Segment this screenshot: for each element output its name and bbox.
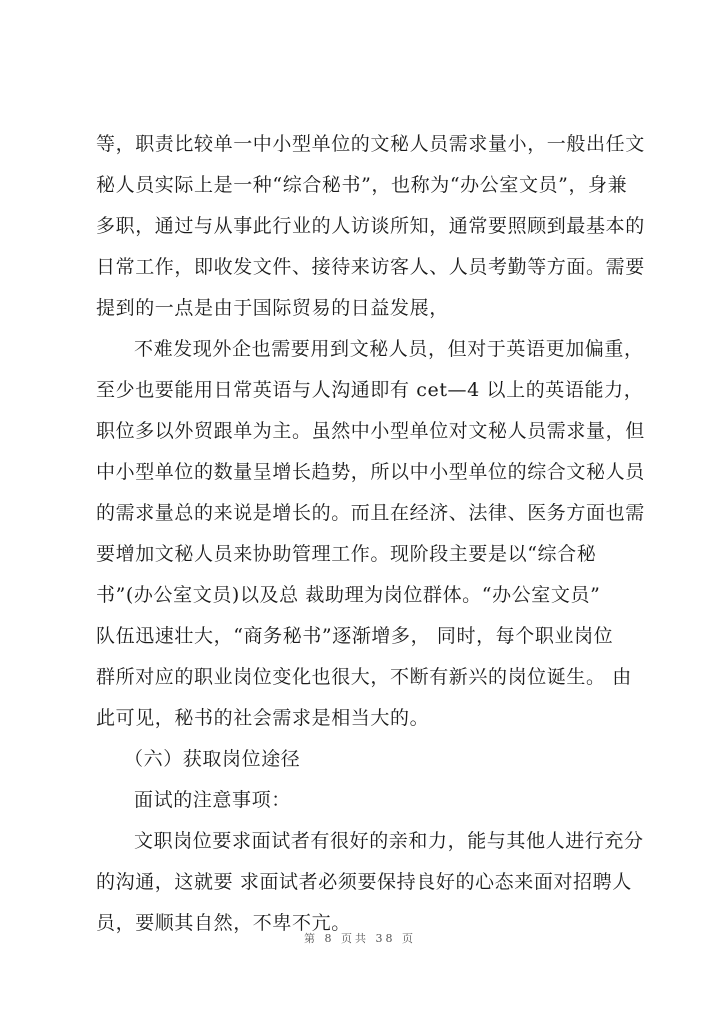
text-line: 要增加文秘人员来协助管理工作。现阶段主要是以“综合秘: [96, 543, 597, 565]
text-line: 中小型单位的数量呈增长趋势，所以中小型单位的综合文秘人员: [96, 461, 645, 483]
text-line: 日常工作，即收发文件、接待来访客人、人员考勤等方面。需要: [96, 256, 645, 278]
text-line: 秘人员实际上是一种“综合秘书”，也称为“办公室文员”，身兼: [96, 174, 628, 196]
text-line: 至少也要能用日常英语与人沟通即有 cet—4 以上的英语能力，: [96, 379, 644, 401]
text-line: 员，要顺其自然，不卑不亢。: [96, 912, 351, 934]
text-line: 群所对应的职业岗位变化也很大，不断有新兴的岗位诞生。 由: [96, 666, 632, 688]
page-number-footer: 第 8 页共 38 页: [304, 932, 416, 945]
section-heading: （六）获取岗位途径: [124, 748, 301, 770]
subheading-line: 面试的注意事项：: [134, 789, 291, 811]
text-line: 的需求量总的来说是增长的。而且在经济、法律、医务方面也需: [96, 502, 645, 524]
text-line: 职位多以外贸跟单为主。虽然中小型单位对文秘人员需求量，但: [96, 420, 645, 442]
text-line: 队伍迅速壮大，“商务秘书”逐渐增多， 同时，每个职业岗位: [96, 625, 614, 647]
text-line: 的沟通，这就要 求面试者必须要保持良好的心态来面对招聘人: [96, 871, 632, 893]
text-line: 此可见，秘书的社会需求是相当大的。: [96, 707, 430, 729]
text-line: 多职，通过与从事此行业的人访谈所知，通常要照顾到最基本的: [96, 215, 645, 237]
text-line: 等，职责比较单一中小型单位的文秘人员需求量小，一般出任文: [96, 133, 645, 155]
text-line: 书”(办公室文员)以及总 裁助理为岗位群体。“办公室文员”: [96, 584, 601, 606]
paragraph-start-line: 文职岗位要求面试者有很好的亲和力，能与其他人进行充分: [134, 830, 644, 852]
paragraph-start-line: 不难发现外企也需要用到文秘人员，但对于英语更加偏重，: [134, 338, 644, 360]
text-line: 提到的一点是由于国际贸易的日益发展，: [96, 297, 449, 319]
